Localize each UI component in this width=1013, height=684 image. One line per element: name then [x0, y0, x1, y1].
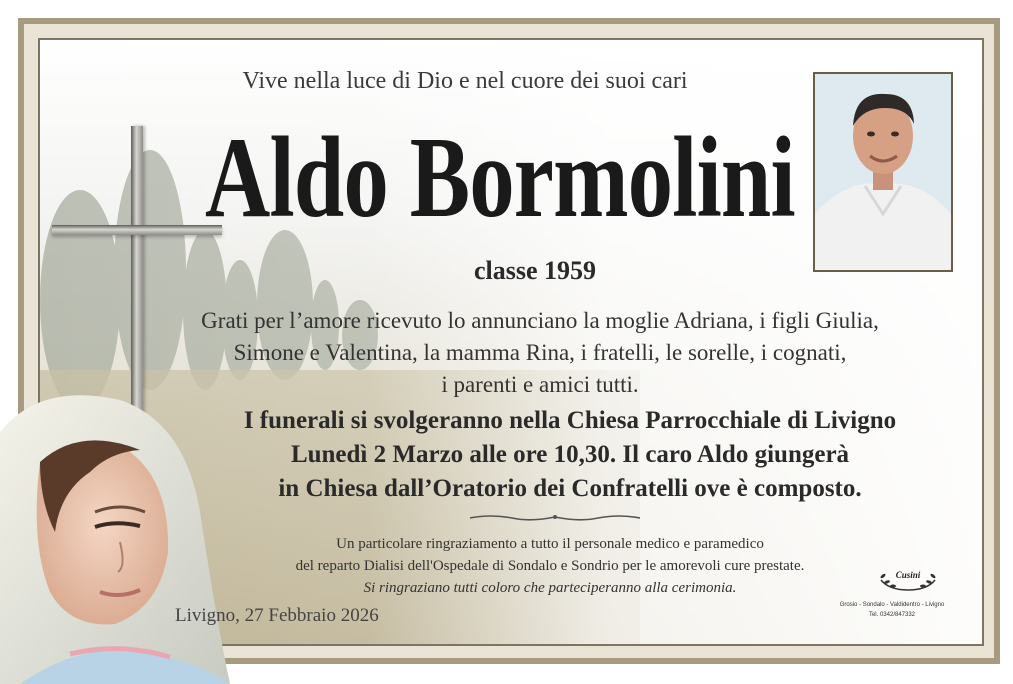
announcement-line: Grati per l’amore ricevuto lo annunciano la moglie Adriana, i figli Giulia, — [201, 308, 879, 333]
deceased-name: Aldo Bormolini — [205, 114, 795, 242]
portrait-photo — [813, 72, 953, 272]
thanks-paragraph — [240, 533, 860, 599]
place-date: Livigno, 27 Febbraio 2026 — [175, 605, 379, 626]
funeral-line: in Chiesa dall’Oratorio dei Confratelli ove è composto. — [278, 475, 862, 502]
thanks-italic-line: Si ringraziano tutti coloro che parteciperanno alla cerimonia. — [363, 580, 737, 596]
logo-text: Cusini — [895, 570, 921, 580]
announcement-line: Simone e Valentina, la mamma Rina, i fratelli, le sorelle, i cognati, — [233, 340, 847, 365]
ornament-divider-icon — [470, 512, 640, 524]
announcement-paragraph — [100, 305, 980, 401]
funeral-line: Lunedì 2 Marzo alle ore 10,30. Il caro Aldo giungerà — [290, 441, 850, 468]
funeral-line: I funerali si svolgeranno nella Chiesa Parrocchiale di Livigno — [243, 407, 897, 434]
agency-phone: Tel. 0342/847332 — [868, 612, 916, 618]
thanks-line: Un particolare ringraziamento a tutto il personale medico e paramedico — [336, 536, 764, 552]
announcement-line: i parenti e amici tutti. — [441, 372, 639, 397]
agency-info — [838, 600, 946, 620]
thanks-line: del reparto Dialisi dell'Ospedale di Sondalo e Sondrio per le amorevoli cure prestate. — [295, 558, 805, 574]
motto-text: Vive nella luce di Dio e nel cuore dei suoi cari — [242, 68, 688, 94]
birth-year: classe 1959 — [473, 256, 597, 285]
agency-locations: Grosio - Sondalo - Valdidentro - Livigno — [839, 602, 945, 608]
cross-bar — [52, 225, 222, 235]
funeral-details — [180, 404, 960, 506]
